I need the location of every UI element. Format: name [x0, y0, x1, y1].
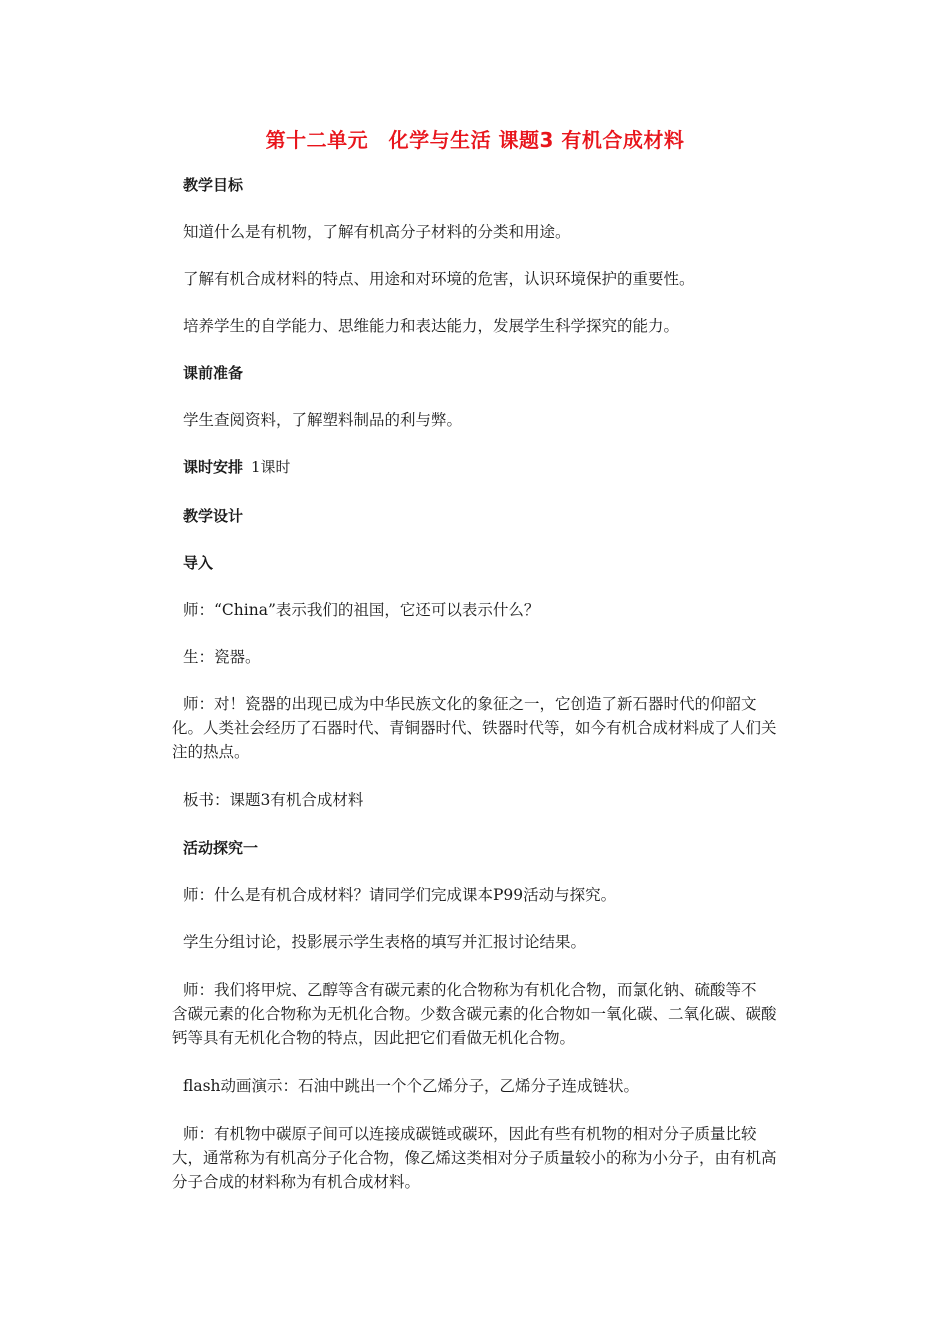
objective-1: 知道什么是有机物，了解有机高分子材料的分类和用途。: [183, 223, 571, 241]
heading-design: 教学设计: [183, 507, 244, 525]
activity-para-2-line-3: 钙等具有无机化合物的特点，因此把它们看做无机化合物。: [172, 1029, 576, 1047]
objective-2: 了解有机合成材料的特点、用途和对环境的危害，认识环境保护的重要性。: [183, 270, 695, 288]
schedule-label: 课时安排: [183, 458, 244, 476]
activity-para-2-line-2: 含碳元素的化合物称为无机化合物。少数含碳元素的化合物如一氧化碳、二氧化碳、碳酸: [172, 1005, 777, 1023]
activity-group: 学生分组讨论，投影展示学生表格的填写并汇报讨论结果。: [183, 933, 587, 951]
heading-preparation: 课前准备: [183, 364, 244, 382]
preparation-text: 学生查阅资料，了解塑料制品的利与弊。: [183, 411, 463, 429]
heading-schedule: [183, 457, 291, 477]
intro-para-line-2: 化。人类社会经历了石器时代、青铜器时代、铁器时代等，如今有机合成材料成了人们关: [172, 719, 777, 737]
heading-activity-1: 活动探究一: [183, 839, 259, 857]
objective-3: 培养学生的自学能力、思维能力和表达能力，发展学生科学探究的能力。: [183, 317, 680, 335]
activity-para-3-line-2: 大，通常称为有机高分子化合物，像乙烯这类相对分子质量较小的称为小分子，由有机高: [172, 1149, 777, 1167]
intro-question: 师：“China”表示我们的祖国，它还可以表示什么？: [183, 601, 540, 619]
intro-para-line-3: 注的热点。: [172, 743, 250, 761]
activity-para-3-line-1: 师：有机物中碳原子间可以连接成碳链或碳环，因此有些有机物的相对分子质量比较: [183, 1125, 757, 1143]
activity-question: 师：什么是有机合成材料？请同学们完成课本P99活动与探究。: [183, 886, 617, 904]
intro-answer: 生：瓷器。: [183, 648, 261, 666]
schedule-value: 1课时: [251, 458, 291, 476]
board-text: 板书：课题3有机合成材料: [183, 791, 364, 809]
flash-demo: flash动画演示：石油中跳出一个个乙烯分子，乙烯分子连成链状。: [183, 1077, 640, 1095]
intro-para-line-1: 师：对！瓷器的出现已成为中华民族文化的象征之一，它创造了新石器时代的仰韶文: [183, 695, 757, 713]
page-title: 第十二单元 化学与生活 课题3 有机合成材料: [265, 128, 685, 152]
heading-objectives: 教学目标: [183, 176, 244, 194]
activity-para-3-line-3: 分子合成的材料称为有机合成材料。: [172, 1173, 421, 1191]
heading-intro: 导入: [183, 554, 214, 572]
activity-para-2-line-1: 师：我们将甲烷、乙醇等含有碳元素的化合物称为有机化合物，而氯化钠、硫酸等不: [183, 981, 757, 999]
